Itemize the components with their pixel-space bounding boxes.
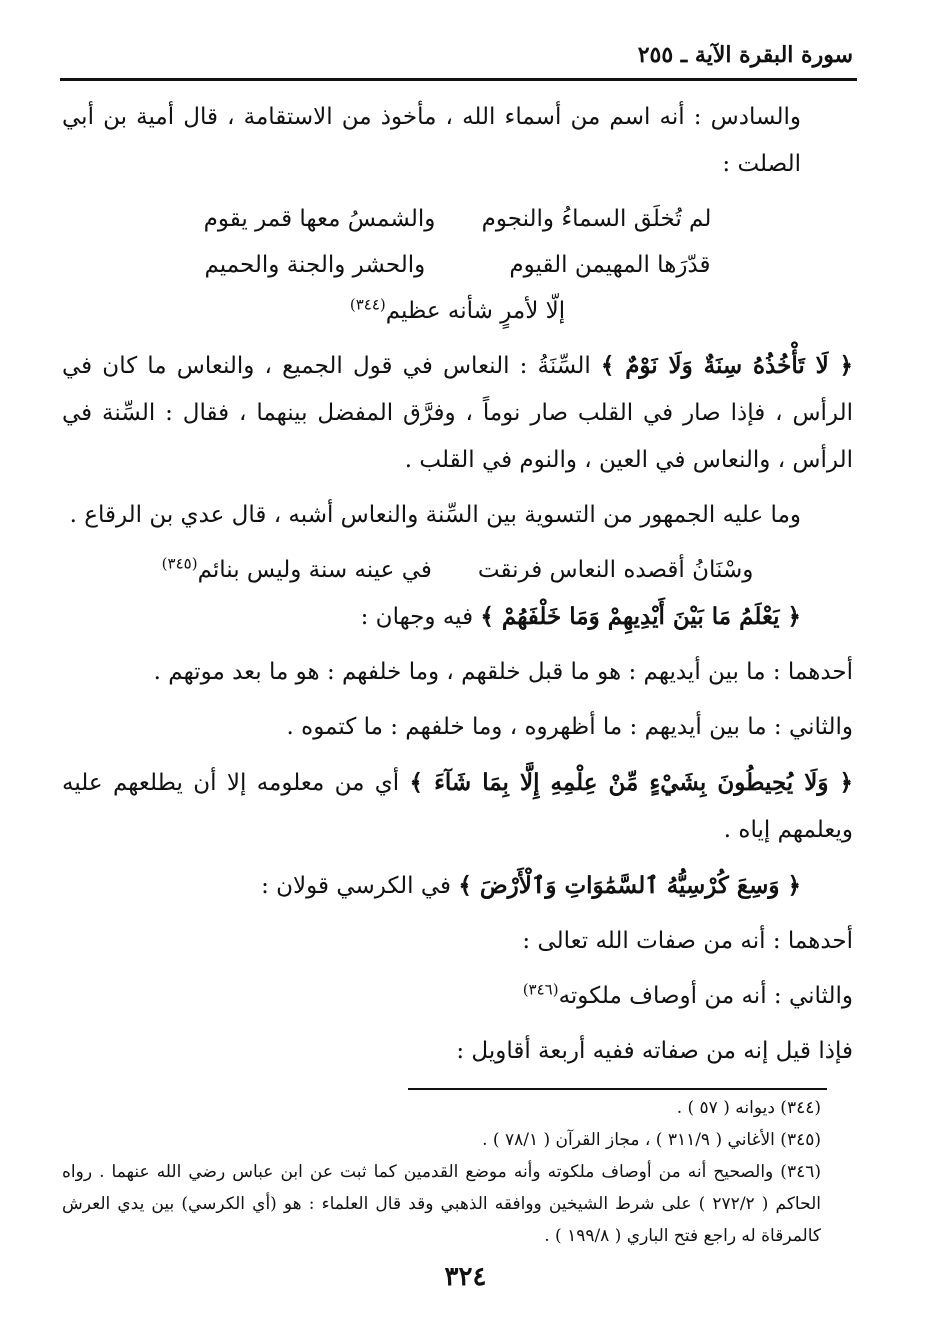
footnote-346: (٣٤٦) والصحيح أنه من أوصاف ملكوته وأنه موضع القدمين كما ثبت عن ابن عباس رضي الله عنهما . رواه الحاكم ( ٢٧٢/٢ ) على شرط الشيخين ووافقه الذهبي وقد قال العلماء : هو (أي الكرسي) بين يدي العرش كالمرقاة له راجع فتح الباري ( ١٩٩/٨ ) . [62,1162,821,1246]
paragraph-jumhur: وما عليه الجمهور من التسوية بين السِّنة والنعاس أشبه ، قال عدي بن الرقاع . [69,502,801,528]
quran-verse: ﴿ وَلَا يُحِيطُونَ بِشَيْءٍ مِّنْ عِلْمِهِ إِلَّا بِمَا شَآءَ ﴾ [409,769,854,796]
paragraph-sinah [62,342,853,484]
quran-verse: ﴿ يَعْلَمُ مَا بَيْنَ أَيْدِيهِمْ وَمَا خَلْفَهُمْ ﴾ [480,603,801,630]
paragraph-kursi [62,862,853,910]
poem-line [62,288,853,334]
poem-umayya [62,196,853,334]
footnote-ref: (٣٤٦) [522,980,559,999]
running-header: سورة البقرة الآية ـ ٢٥٥ [637,42,853,68]
commentary: السِّنَةُ : النعاس في قول الجميع ، والنعاس ما كان في الرأس ، فإذا صار في القلب صار نوماً ، وفرَّق المفضل بينهما ، فقال : السِّنة في الرأس ، والنعاس في العين ، والنوم في القلب . [62,353,853,473]
paragraph-sixth: والسادس : أنه اسم من أسماء الله ، مأخوذ من الاستقامة ، قال أمية بن أبي الصلت : [62,104,801,177]
header-rule [60,78,857,81]
footnote-344: (٣٤٤) ديوانه ( ٥٧ ) . [676,1098,821,1118]
main-text [62,94,853,1083]
footnote-rule [408,1088,827,1090]
hemistich: وسْنَانُ أقصده النعاس فرنقت [477,557,754,583]
hemistich: إلّا لأمرٍ شأنه عظيم [385,298,566,324]
commentary: أي من معلومه إلا أن يطلعهم عليه ويعلمهم إياه . [62,770,853,843]
commentary: فيه وجهان : [360,604,474,630]
poem-line [62,242,853,288]
poem-adiy [62,547,853,593]
hemistich: والشمسُ معها قمر يقوم [203,206,436,232]
commentary: في الكرسي قولان : [261,873,452,899]
paragraph-four-views: فإذا قيل إنه من صفاته ففيه أربعة أقاويل : [456,1038,853,1064]
quran-verse: ﴿ وَسِعَ كُرْسِيُّهُ ٱلسَّمَٰوَاتِ وَٱلْأَرْضَ ﴾ [458,872,801,899]
footnote-ref: (٣٤٥) [161,554,198,573]
quran-verse: ﴿ لَا تَأْخُذُهُ سِنَةٌ وَلَا نَوْمٌ ﴾ [600,352,854,379]
footnotes [62,1092,821,1252]
paragraph-yuhituna [62,759,853,854]
poem-line [62,196,853,242]
hemistich: والحشر والجنة والحميم [204,252,426,278]
page-number: ٣٢٤ [444,1262,487,1292]
footnote-ref: (٣٤٤) [349,295,386,314]
paragraph-kursi-second: والثاني : أنه من أوصاف ملكوته$^{(٣٤٦)}$ [522,980,853,1009]
hemistich: لم تُخلَق السماءُ والنجوم [481,206,712,232]
hemistich: في عينه سنة وليس بنائم [197,557,432,583]
hemistich: قدّرَها المهيمن القيوم [509,252,711,278]
footnote-345: (٣٤٥) الأغاني ( ٣١١/٩ ) ، مجاز القرآن ( ٧٨/١ ) . [482,1130,821,1150]
paragraph-yalamu [62,593,853,641]
paragraph-first-view: أحدهما : ما بين أيديهم : هو ما قبل خلقهم ، وما خلفهم : هو ما بعد موتهم . [153,659,853,685]
paragraph-second-view: والثاني : ما بين أيديهم : ما أظهروه ، وما خلفهم : ما كتموه . [286,714,853,740]
paragraph-kursi-first: أحدهما : أنه من صفات الله تعالى : [522,928,853,954]
